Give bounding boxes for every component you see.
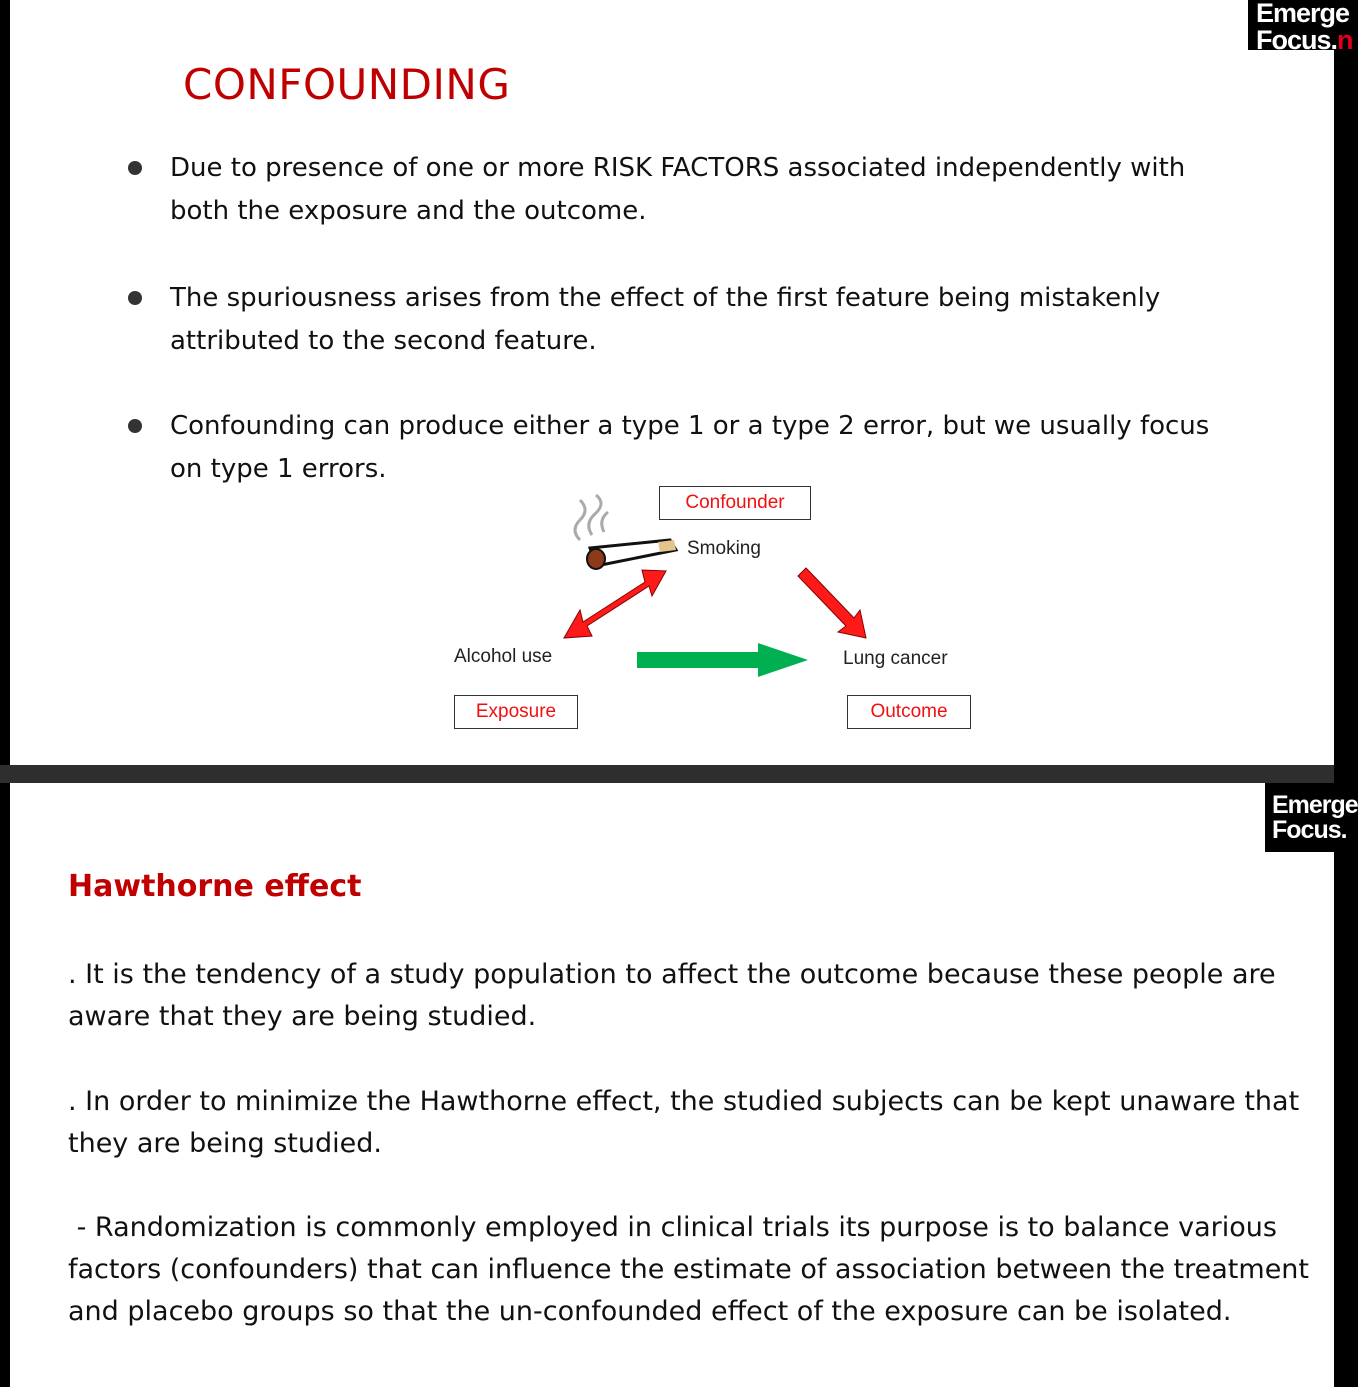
alcohol-label: Alcohol use <box>454 646 553 667</box>
confounding-slide <box>10 0 1353 765</box>
slide-title: Hawthorne effect <box>68 869 362 904</box>
bullet-item: Due to presence of one or more RISK FACTORS associated independently with both the exposure and the outcome. <box>170 147 1250 233</box>
exposure-label: Exposure <box>454 695 578 729</box>
emergefocus-logo: Emerge Focus. <box>1265 783 1334 852</box>
paragraph: - Randomization is commonly employed in clinical trials its purpose is to balance various factors (confounders) that can influence the estimate of association between the treatment and placebo groups so that the un-confounded effect of the exposure can be isolated. <box>68 1212 1318 1327</box>
confounding-diagram <box>430 480 990 740</box>
emergefocus-logo: Emerge Focus.n <box>1248 0 1334 50</box>
arrow-right-icon <box>637 643 808 677</box>
paragraph: . It is the tendency of a study population to affect the outcome because these people are aware that they are being studied. <box>68 959 1276 1032</box>
slide-divider <box>0 765 1334 783</box>
smoke-icon <box>575 495 608 540</box>
outcome-label: Outcome <box>847 695 971 729</box>
slide-title: CONFOUNDING <box>183 60 511 109</box>
bullet-item: Confounding can produce either a type 1 or a type 2 error, but we usually focus on type 1 errors. <box>170 405 1230 491</box>
paragraph: . In order to minimize the Hawthorne effect, the studied subjects can be kept unaware that they are being studied. <box>68 1086 1300 1159</box>
bullet-icon <box>128 161 142 175</box>
lung-cancer-label: Lung cancer <box>843 648 948 669</box>
confounder-label: Confounder <box>659 486 811 520</box>
bullet-icon <box>128 419 142 433</box>
hawthorne-slide <box>10 783 1358 1387</box>
bullet-icon <box>128 291 142 305</box>
smoking-label: Smoking <box>687 538 761 559</box>
arrow-down-right-icon <box>798 568 866 638</box>
cigarette-icon <box>587 540 676 569</box>
bullet-item: The spuriousness arises from the effect of the first feature being mistakenly attributed to the second feature. <box>170 277 1250 363</box>
double-arrow-icon <box>564 570 666 638</box>
